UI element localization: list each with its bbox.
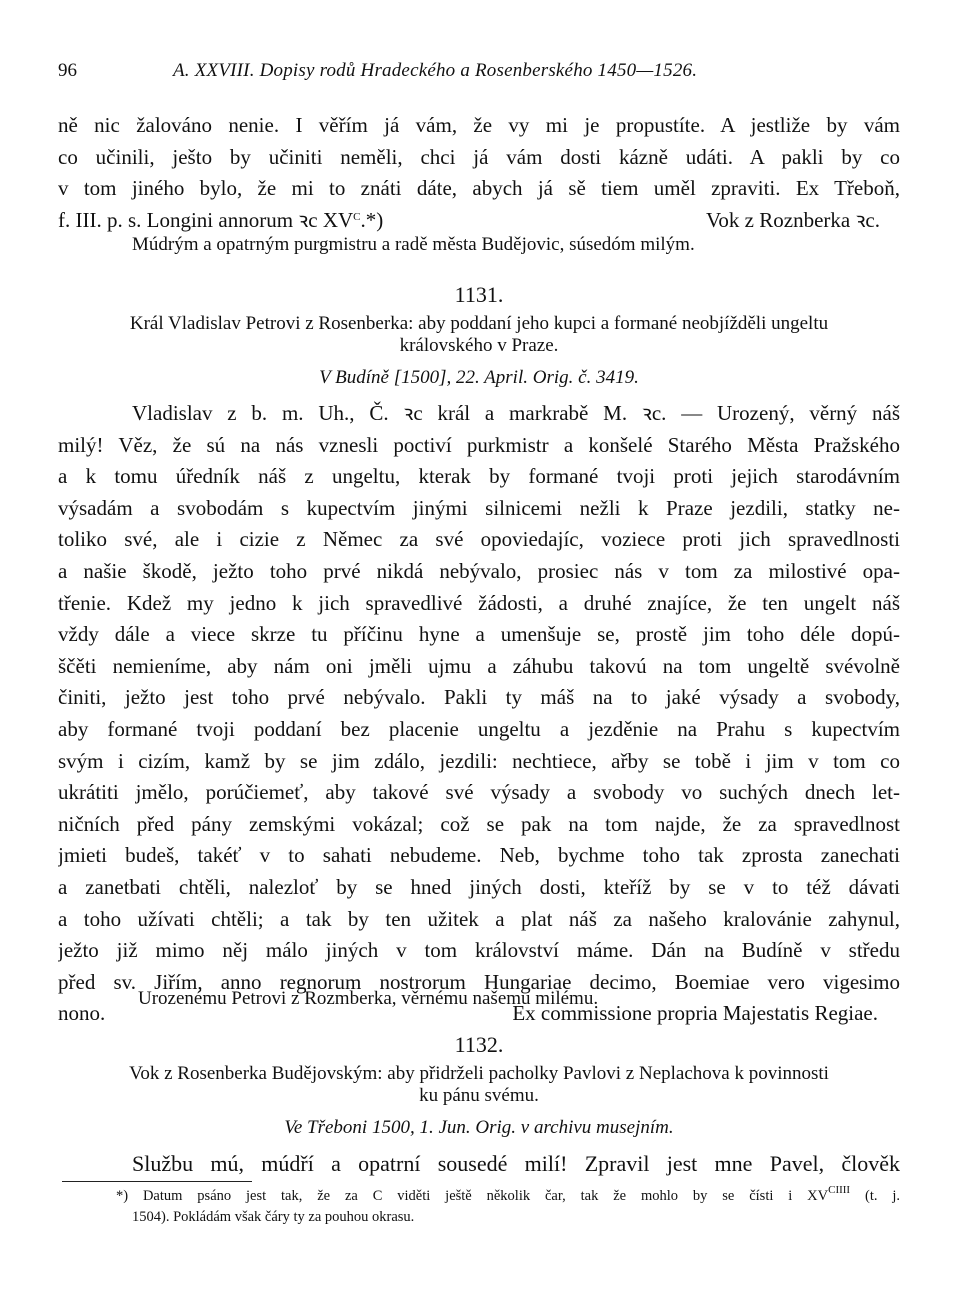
running-title: A. XXVIII. Dopisy rodů Hradeckého a Rosenberského 1450—1526. [173,60,698,81]
footnote [58,1186,900,1228]
signature: Vok z Roznberka ꝛc. [705,207,880,232]
footnote-rule [62,1181,252,1182]
text-line: vždy dále a viece skrze tu příčinu hyne a umenšuje se, prostě jim toho déle dopú- [58,622,900,647]
regest: Vok z Rosenberka Budějovským: aby přidrželi pacholky Pavlovi z Neplachova k povinnosti ku pánu svému. [129,1063,829,1106]
text-line: a našie škodě, ježto toho prvé nikdá nebývalo, prosiec nás v tom za milostivé opa- [58,558,900,583]
letter-address: Urozenému Petrovi z Rozmberka, věrnému našemu milému. [138,988,599,1009]
text-line: ščěti nemieníme, aby nám oni jměli ujmu a záhubu takovú na tom ungeltě svévolně [58,653,900,678]
footnote-line: 1504). Pokládám však čáry ty za pouhou okrasu. [132,1209,415,1225]
text-line: nono. [58,1001,106,1026]
closing-date: f. III. p. s. Longini annorum ꝛc $XV^C.*$) [58,207,384,232]
text-line: toliko své, ale i cizie z Němec za své opoviedajíc, voziece proti jich spravedlnosti [58,527,900,552]
text-line: Službu mú, múdří a opatrní sousedé milí! Zpravil jest mne Pavel, člověk [132,1151,900,1176]
letter-address: Múdrým a opatrným purgmistru a radě města Budějovic, súsedóm milým. [132,234,695,255]
text-line: Vladislav z b. m. Uh., Č. ꝛc král a markrabě M. ꝛc. — Urozený, věrný náš [132,401,900,425]
text-line: ně nic žalováno nenie. I věřím já vám, že vy mi je propustíte. A jestliže by vám [58,113,900,137]
letter-end-block [58,110,900,236]
page-number: 96 [58,60,77,81]
text-line: a toho užívati chtěli; a tak by ten užitek a plat náš za našeho kralovánie zahynul, [58,906,900,931]
letter-body [58,1148,900,1180]
text-line: před sv. Jiřím, anno regnorum nostrorum Hungariae decimo, Boemiae vero vigesimo [58,969,900,994]
text-line: jmieti budeš, takéť v to sahati nebudeme. Neb, bychme toho tak zprosta zanechati [58,843,900,868]
footnote-line: *) Datum psáno jest tak, že za C viděti ještě několik čar, tak že mohlo by se čísti i $XV^{CIIII}$ (t. j. [116,1186,900,1204]
regest: Král Vladislav Petrovi z Rosenberka: aby poddaní jeho kupci a formané neobjížděli ungeltu královského v Praze. [129,313,829,356]
closing-line [58,205,900,237]
source-note: V Budíně [1500], 22. April. Orig. č. 3419. [319,367,639,388]
running-header [58,60,902,86]
text-line: aby formané tvoji poddaní bez placenie ungeltu a jezděnie na Prahu s kupectvím [58,716,900,741]
text-line: v tom jiného bylo, že mi to znáti dáte, abych já sě tiem uměl zpraviti. Ex Třeboň, [58,176,900,201]
text-line: a k tomu úředník náš z ungeltu, kterak by formané tvoji proti jejich starodávním [58,464,900,489]
document-number: 1131. [454,282,504,307]
text-line: ukrátiti jmělo, porúčiemeť, aby takové své výsady a svobody vo suchých dnech let- [58,780,900,805]
text-line: výsadám a svobodám s kupectvím jinými silnicemi nežli k Praze jezdili, statky ne- [58,495,900,520]
text-line: co učinili, ješto by učiniti neměli, chci já vám dosti kázně udáti. A pakli by co [58,144,900,169]
text-line: ježto již mimo něj málo jiných v tom království máme. Dán na Budíně v středu [58,938,900,963]
text-line: milý! Věz, že sú na nás vznesli poctiví purkmistr a konšelé Starého Města Pražského [58,432,900,457]
text-line: ničních před pány zemskými vokázal; což se pak na tom najde, že za spravedlnost [58,811,900,836]
text-line: svým i cizím, kamž by se jim zdálo, jezdili: nechtiece, ařby se tobě i jim v tom co [58,748,900,773]
document-number: 1132. [454,1032,504,1057]
text-line: činiti, ježto jest toho prvé nebývalo. Pakli ty máš na to jaké výsady a svobody, [58,685,900,710]
text-line: a zanetbati chtěli, nalezloť by se hned jiných dosti, kteříž by se v to též dávati [58,874,900,899]
source-note: Ve Třeboni 1500, 1. Jun. Orig. v archivu musejním. [284,1117,674,1138]
text-line: třenie. Kdež my jedno k jich spravedlivé žádosti, a druhé znajíce, že ten ungelt náš [58,590,900,615]
letter-body [58,398,900,1030]
chancery-note: Ex commissione propria Majestatis Regiae. [512,1001,878,1026]
